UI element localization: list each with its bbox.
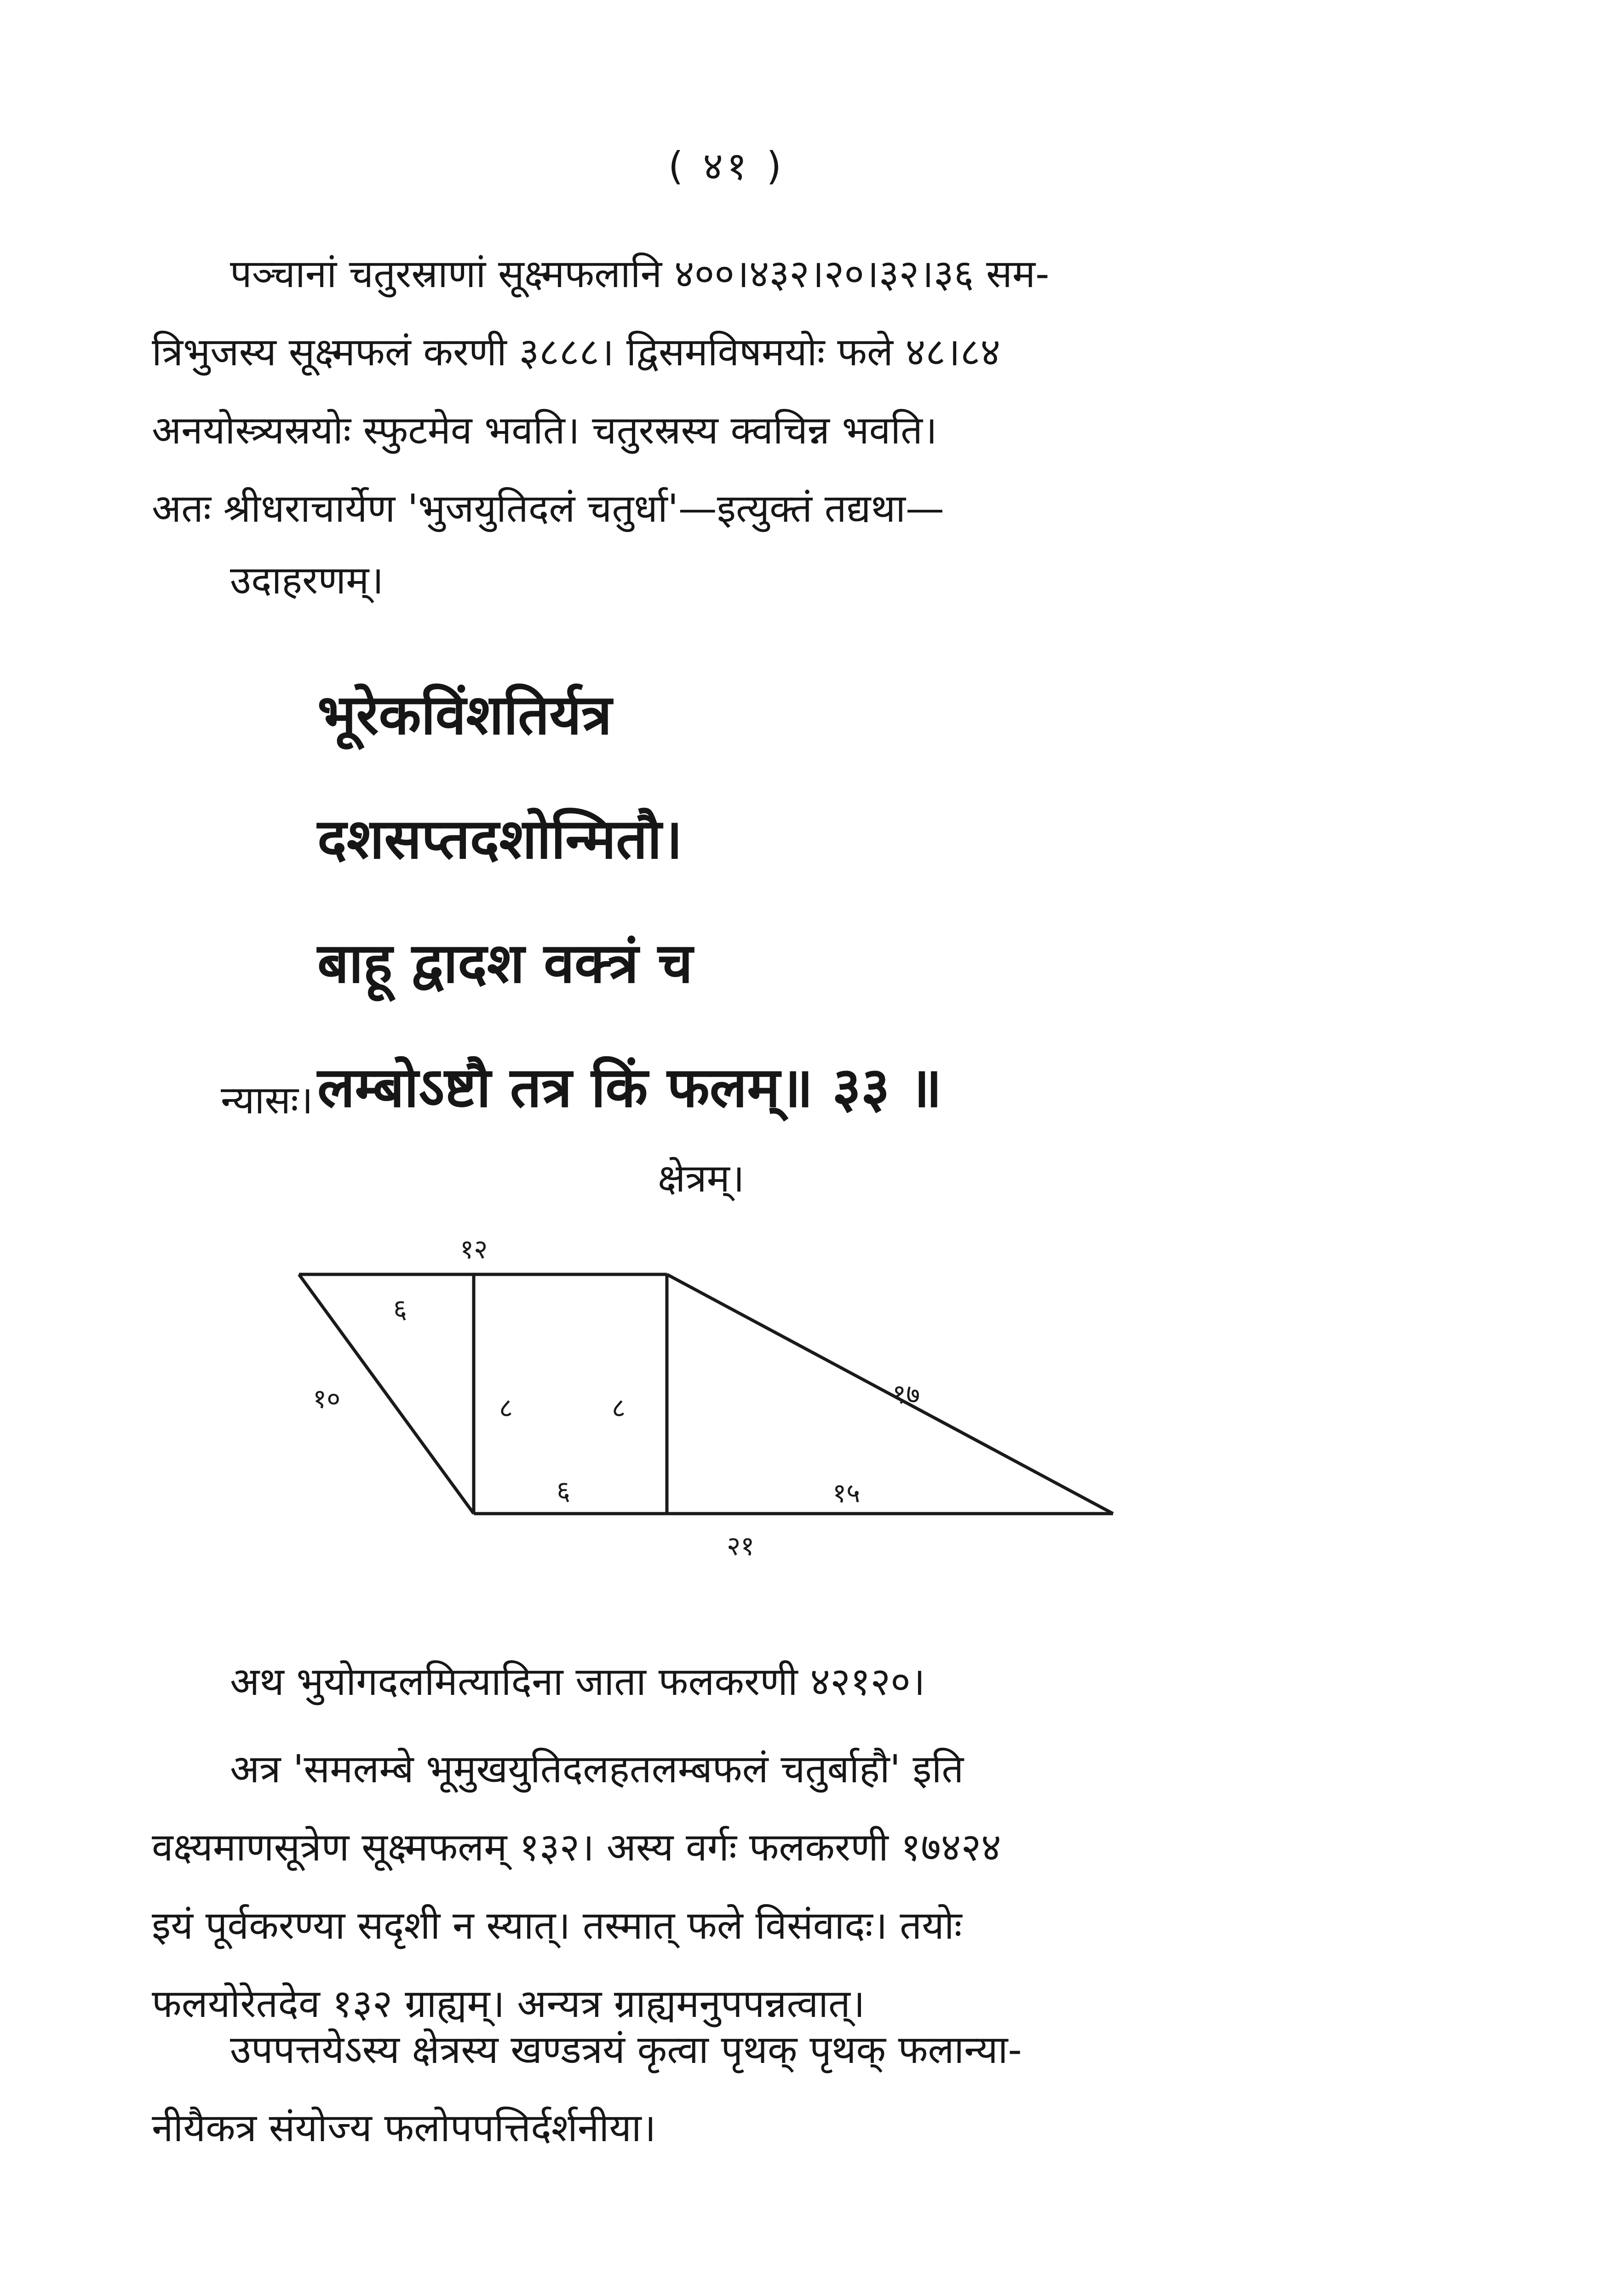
figure-caption: क्षेत्रम्।: [658, 1156, 745, 1201]
verse-line: बाहू द्वादश वक्त्रं च: [317, 932, 693, 996]
text-line: वक्ष्यमाणसूत्रेण सूक्ष्मफलम् १३२। अस्य वर्गः फलकरणी १७४२४: [152, 1825, 1001, 1870]
text-line: पञ्चानां चतुरस्राणां सूक्ष्मफलानि ४००।४३२।२०।३२।३६ सम-: [230, 251, 1050, 296]
text-line: फलयोरेतदेव १३२ ग्राह्यम्। अन्यत्र ग्राह्यमनुपपन्नत्वात्।: [152, 1981, 865, 2026]
trapezium-figure: [276, 1233, 1196, 1592]
paragraph-intro: [152, 235, 1348, 547]
text-line: अथ भुयोगदलमित्यादिना जाता फलकरणी ४२१२०।: [230, 1659, 925, 1704]
label-base: २१: [727, 1530, 755, 1561]
nyasa-label: न्यासः।: [221, 1077, 313, 1123]
text-line: त्रिभुजस्य सूक्ष्मफलं करणी ३८८८। द्विसमविषमयोः फले ४८।८४: [152, 329, 1001, 374]
verse-line: भूरेकविंशतिर्यत्र: [317, 683, 612, 747]
text-line: अनयोस्त्र्यस्रयोः स्फुटमेव भवति। चतुरस्रस्य क्वचिन्न भवति।: [152, 408, 937, 453]
text-line: इयं पूर्वकरण्या सदृशी न स्यात्। तस्मात् फले विसंवादः। तयोः: [152, 1903, 962, 1948]
label-height-left: ८: [499, 1392, 513, 1423]
paragraph-proof: [152, 2010, 1348, 2167]
page-number: ( ४१ ): [668, 144, 786, 189]
label-height-right: ८: [612, 1392, 626, 1423]
text-line: उपपत्तयेऽस्य क्षेत्रस्य खण्डत्रयं कृत्वा पृथक् पृथक् फलान्या-: [230, 2027, 1022, 2072]
label-right-side: १७: [892, 1378, 920, 1410]
text-line: नीयैकत्र संयोज्य फलोपपत्तिर्दर्शनीया।: [152, 2105, 656, 2150]
label-bottom-right-segment: १५: [832, 1477, 861, 1509]
label-bottom-left-segment: ६: [557, 1475, 571, 1506]
label-top: १२: [460, 1233, 488, 1265]
label-left-top-segment: ६: [393, 1293, 407, 1325]
verse: [317, 653, 942, 1150]
trapezium-diagram: [276, 1233, 1196, 1592]
text-line: अत्र 'समलम्बे भूमुखयुतिदलहतलम्बफलं चतुर्बाहौ' इति: [230, 1746, 964, 1791]
right-slant-side: [667, 1274, 1113, 1514]
paragraph-discussion: [152, 1730, 1348, 2043]
label-left-side: १०: [313, 1383, 341, 1414]
text-line: अतः श्रीधराचार्येण 'भुजयुतिदलं चतुर्धा'—इत्युक्तं तद्यथा—: [152, 486, 944, 531]
verse-line: दशसप्तदशोन्मितौ।: [317, 807, 683, 871]
paragraph-area-surd: [152, 1642, 1348, 1721]
verse-line: लम्बोऽष्टौ तत्र किं फलम्॥ ३३ ॥: [317, 1056, 942, 1120]
example-heading: उदाहरणम्।: [230, 558, 384, 603]
